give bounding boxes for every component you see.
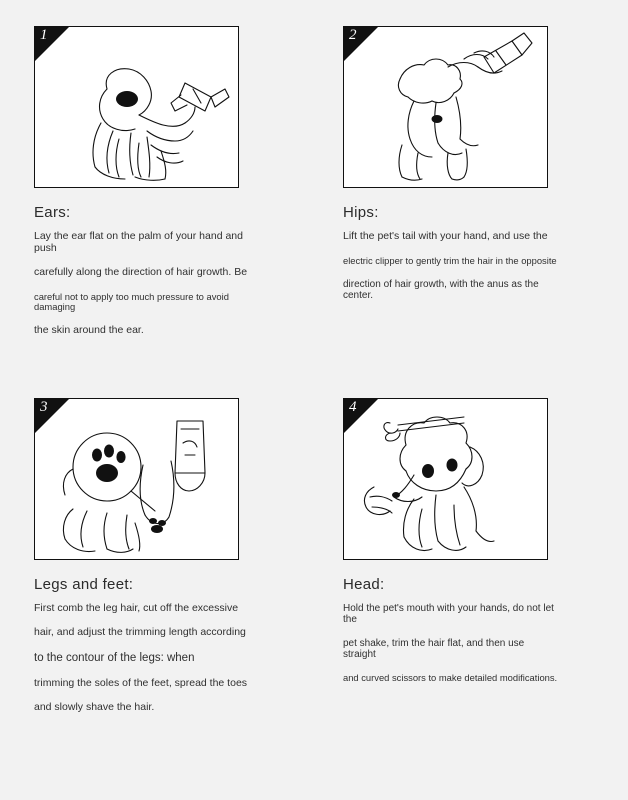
step-4-line-1: Hold the pet's mouth with your hands, do not let the xyxy=(343,602,554,625)
step-1-illustration xyxy=(34,26,239,188)
step-3-line-5: and slowly shave the hair. xyxy=(34,701,155,714)
step-3-line-4: trimming the soles of the feet, spread the toes xyxy=(34,676,248,689)
step-card-3 xyxy=(34,398,285,727)
step-2-line-2: electric clipper to gently trim the hair in the opposite xyxy=(343,254,557,266)
step-3-line-1: First comb the leg hair, cut off the excessive xyxy=(34,601,239,614)
step-4-line-2: pet shake, trim the hair flat, and then use straight xyxy=(343,637,525,660)
step-1-title: Ears: xyxy=(34,204,71,221)
step-1-line-2: carefully along the direction of hair growth. Be xyxy=(34,266,248,279)
step-card-4 xyxy=(343,398,594,727)
step-4-illustration xyxy=(343,398,548,560)
step-3-illustration xyxy=(34,398,239,560)
step-card-2 xyxy=(343,26,594,350)
step-3-line-2: hair, and adjust the trimming length according xyxy=(34,626,246,639)
step-3-text xyxy=(34,603,249,714)
step-1-line-3: careful not to apply too much pressure to avoid damaging xyxy=(34,290,229,312)
step-3-line-3: to the contour of the legs: when xyxy=(34,651,195,664)
step-1-text xyxy=(34,231,249,337)
step-4-text xyxy=(343,603,558,683)
step-3-title: Legs and feet: xyxy=(34,575,134,593)
step-2-illustration xyxy=(343,26,548,188)
step-1-line-4: the skin around the ear. xyxy=(34,324,144,337)
step-2-line-1: Lift the pet's tail with your hand, and use the xyxy=(343,230,548,242)
step-2-number: 2 xyxy=(349,27,357,43)
step-card-1 xyxy=(34,26,285,350)
step-4-number: 4 xyxy=(349,398,357,415)
step-4-line-3: and curved scissors to make detailed modifications. xyxy=(343,671,558,683)
step-3-number: 3 xyxy=(40,398,48,415)
step-4-title: Head: xyxy=(343,575,385,593)
steps-grid xyxy=(34,26,594,727)
step-2-text xyxy=(343,231,558,301)
step-1-number: 1 xyxy=(40,27,48,43)
step-2-title: Hips: xyxy=(343,204,379,221)
step-1-line-1: Lay the ear flat on the palm of your hand and push xyxy=(34,230,243,254)
step-2-line-3: direction of hair growth, with the anus as the center. xyxy=(343,278,539,301)
